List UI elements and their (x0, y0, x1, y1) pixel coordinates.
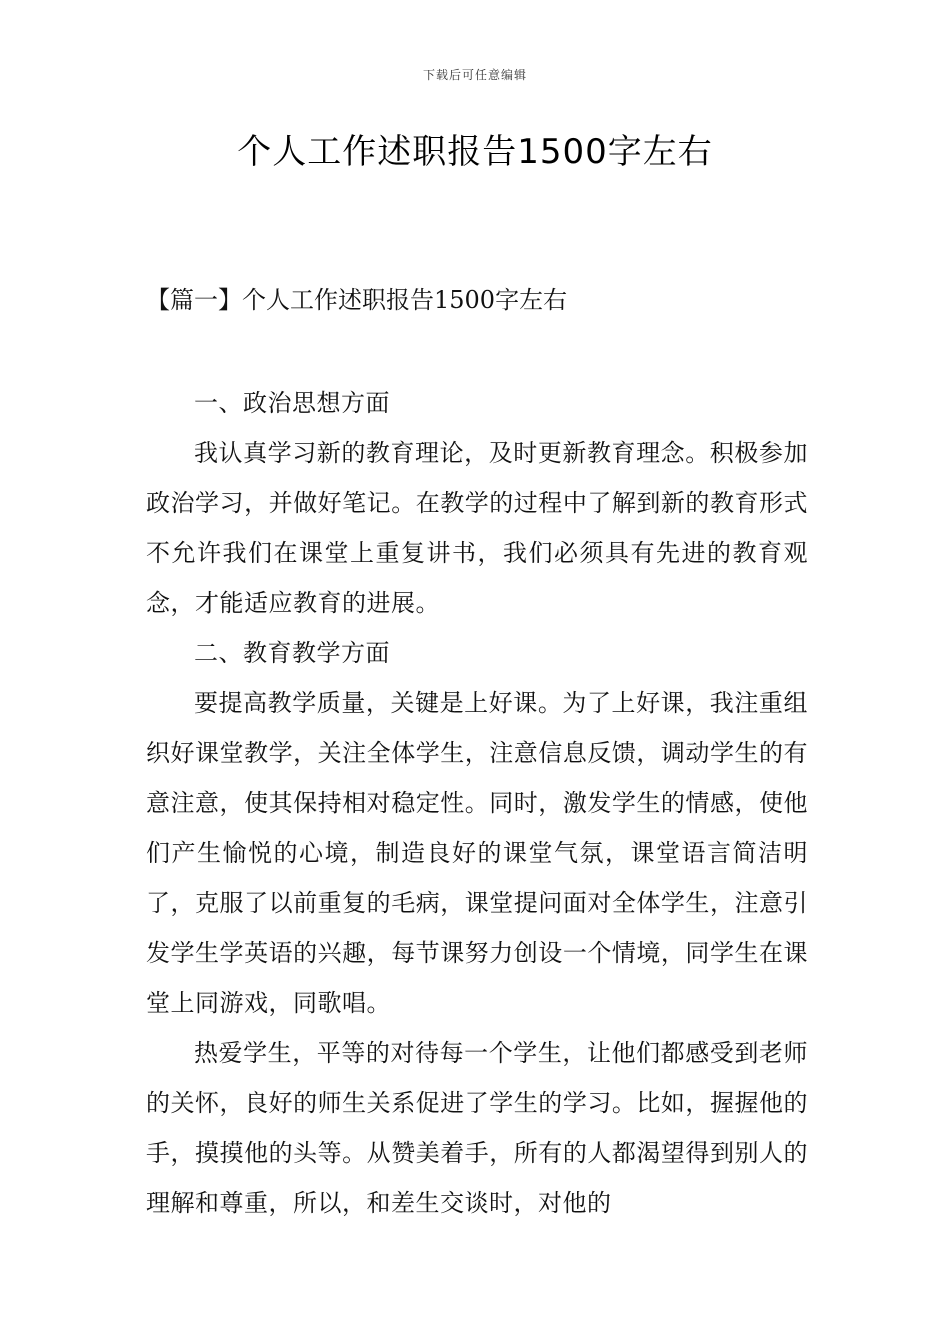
page-header-note: 下载后可任意编辑 (422, 68, 527, 82)
document-body (146, 280, 808, 1228)
subheading-teaching: 二、教育教学方面 (194, 639, 390, 667)
paragraph: 要提高教学质量，关键是上好课。为了上好课，我注重组织好课堂教学，关注全体学生，注意信息反馈，调动学生的有意注意，使其保持相对稳定性。同时，激发学生的情感，使他们产生愉悦的心境，制造良好的课堂气氛，课堂语言简洁明了，克服了以前重复的毛病，课堂提问面对全体学生，注意引发学生学英语的兴趣，每节课努力创设一个情境，同学生在课堂上同游戏，同歌唱。 (146, 689, 808, 1017)
document-title: 个人工作述职报告1500字左右 (237, 132, 713, 172)
paragraph: 我认真学习新的教育理论，及时更新教育理念。积极参加政治学习，并做好笔记。在教学的过程中了解到新的教育形式不允许我们在课堂上重复讲书，我们必须具有先进的教育观念，才能适应教育的进展。 (146, 439, 808, 617)
paragraph: 热爱学生，平等的对待每一个学生，让他们都感受到老师的关怀，良好的师生关系促进了学生的学习。比如，握握他的手，摸摸他的头等。从赞美着手，所有的人都渴望得到别人的理解和尊重，所以，和差生交谈时，对他的 (146, 1039, 808, 1217)
subheading-political: 一、政治思想方面 (194, 389, 390, 417)
section-heading: 【篇一】个人工作述职报告1500字左右 (146, 286, 568, 314)
